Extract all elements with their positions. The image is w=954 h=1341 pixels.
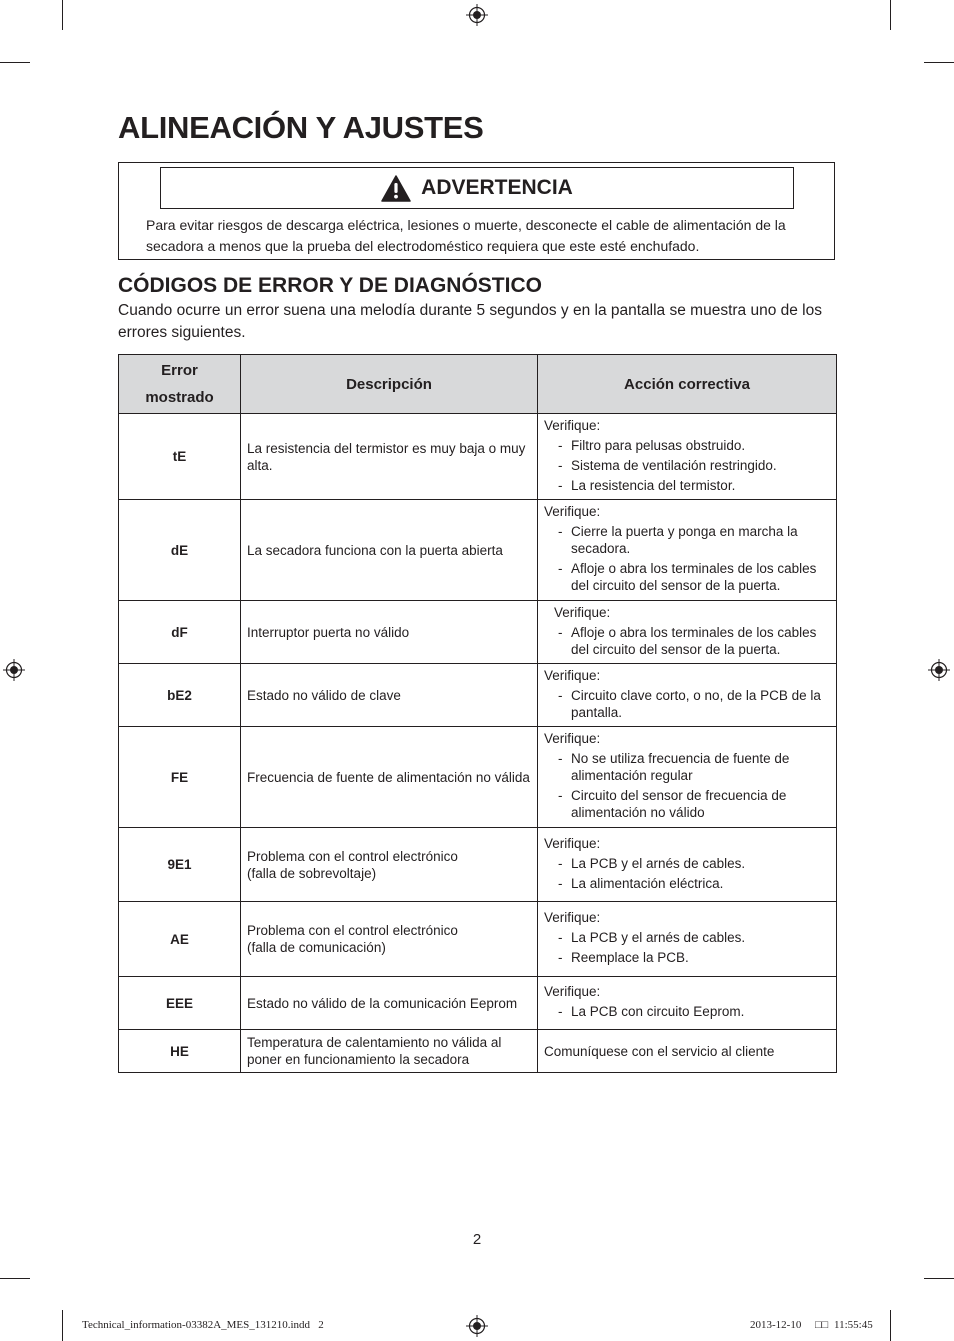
crop-mark <box>0 62 30 63</box>
header-error-line2: mostrado <box>145 389 214 406</box>
warning-text: Para evitar riesgos de descarga eléctrica, lesiones o muerte, desconecte el cable de alimentación de la secadora a menos que la prueba del electrodoméstico requiera que este esté enchufado. <box>146 217 786 254</box>
crop-mark <box>62 0 63 30</box>
header-action: Acción correctiva <box>538 355 837 414</box>
description-line: (falla de sobrevoltaje) <box>247 865 377 881</box>
corrective-action: Comuníquese con el servicio al cliente <box>538 1030 837 1073</box>
table-row <box>119 902 837 977</box>
list-item: - Circuito clave corto, o no, de la PCB de la pantalla. <box>554 687 830 721</box>
error-code: AE <box>119 902 241 977</box>
list-item: - La alimentación eléctrica. <box>554 875 830 892</box>
action-steps <box>544 437 830 494</box>
error-description <box>241 828 538 902</box>
action-steps <box>544 624 830 658</box>
header-error-code <box>119 355 241 414</box>
list-item: - Filtro para pelusas obstruido. <box>554 437 830 454</box>
error-code: EEE <box>119 977 241 1030</box>
action-heading: Verifique: <box>544 835 601 851</box>
table-row <box>119 727 837 828</box>
footer-file-name: Technical_information-03382A_MES_131210.indd 2 <box>82 1319 324 1331</box>
action-heading: Verifique: <box>544 731 601 746</box>
list-item: - Sistema de ventilación restringido. <box>554 457 830 474</box>
action-heading: Verifique: <box>554 604 611 620</box>
footer-garbled-text: □□ <box>815 1319 829 1331</box>
action-heading: Verifique: <box>544 667 601 683</box>
warning-title: ADVERTENCIA <box>421 176 573 199</box>
error-description: Estado no válido de clave <box>241 664 538 727</box>
table-row <box>119 828 837 902</box>
corrective-action <box>538 500 837 601</box>
list-item: - La PCB y el arnés de cables. <box>554 855 830 872</box>
list-item: - Afloje o abra los terminales de los cables del circuito del sensor de la puerta. <box>554 560 830 594</box>
header-error-line1: Error <box>161 362 198 379</box>
error-code: FE <box>119 727 241 828</box>
registration-mark-icon <box>466 4 488 26</box>
error-description: La secadora funciona con la puerta abierta <box>241 500 538 601</box>
page-title: ALINEACIÓN Y AJUSTES <box>118 110 484 145</box>
crop-mark <box>924 1278 954 1279</box>
table-row <box>119 977 837 1030</box>
action-steps <box>544 929 830 966</box>
action-steps <box>544 523 830 594</box>
list-item: - Circuito del sensor de frecuencia de alimentación no válido <box>554 787 830 821</box>
table-header-row <box>119 355 837 414</box>
list-item: - La PCB con circuito Eeprom. <box>554 1003 830 1020</box>
warning-triangle-icon <box>381 175 411 202</box>
list-item: - La PCB y el arnés de cables. <box>554 929 830 946</box>
crop-mark <box>62 1310 63 1341</box>
corrective-action <box>538 414 837 500</box>
header-description: Descripción <box>241 355 538 414</box>
list-item: - Afloje o abra los terminales de los cables del circuito del sensor de la puerta. <box>554 624 830 658</box>
warning-box <box>118 162 835 260</box>
action-heading: Verifique: <box>544 417 601 433</box>
error-description <box>241 902 538 977</box>
corrective-action <box>538 664 837 727</box>
crop-mark <box>0 1278 30 1279</box>
corrective-action <box>538 977 837 1030</box>
corrective-action <box>538 727 837 828</box>
error-code: dF <box>119 601 241 664</box>
error-description: Estado no válido de la comunicación Eeprom <box>241 977 538 1030</box>
error-description: Interruptor puerta no válido <box>241 601 538 664</box>
crop-mark <box>890 0 891 30</box>
list-item: - Reemplace la PCB. <box>554 949 830 966</box>
table-row <box>119 601 837 664</box>
error-code: 9E1 <box>119 828 241 902</box>
table-row <box>119 414 837 500</box>
description-line: Problema con el control electrónico <box>247 923 458 938</box>
corrective-action <box>538 828 837 902</box>
corrective-action <box>538 902 837 977</box>
table-row <box>119 1030 837 1073</box>
crop-mark <box>890 1310 891 1341</box>
description-line: (falla de comunicación) <box>247 940 386 955</box>
action-steps <box>544 687 830 721</box>
list-item: - No se utiliza frecuencia de fuente de alimentación regular <box>554 750 830 784</box>
table-row <box>119 664 837 727</box>
corrective-action <box>538 601 837 664</box>
registration-mark-icon <box>3 659 25 681</box>
warning-header <box>160 167 794 209</box>
error-description: Temperatura de calentamiento no válida al poner en funcionamiento la secadora <box>241 1030 538 1073</box>
description-line: Problema con el control electrónico <box>247 848 458 864</box>
error-code-table <box>118 354 837 1073</box>
error-description: Frecuencia de fuente de alimentación no válida <box>241 727 538 828</box>
error-code: HE <box>119 1030 241 1073</box>
list-item: - Cierre la puerta y ponga en marcha la secadora. <box>554 523 830 557</box>
registration-mark-icon <box>928 659 950 681</box>
action-heading: Verifique: <box>544 504 601 519</box>
error-description: La resistencia del termistor es muy baja o muy alta. <box>241 414 538 500</box>
table-row <box>119 500 837 601</box>
page-number: 2 <box>472 1231 482 1248</box>
error-code: bE2 <box>119 664 241 727</box>
action-steps <box>544 750 830 821</box>
action-heading: Verifique: <box>544 910 601 925</box>
list-item: - La resistencia del termistor. <box>554 477 830 494</box>
action-heading: Verifique: <box>544 984 601 999</box>
crop-mark <box>924 62 954 63</box>
section-intro: Cuando ocurre un error suena una melodía durante 5 segundos y en la pantalla se muestra uno de los errores siguientes. <box>118 302 822 341</box>
footer-date: 2013-12-10 <box>750 1319 802 1331</box>
error-code: tE <box>119 414 241 500</box>
footer-time: 11:55:45 <box>834 1319 873 1331</box>
registration-mark-icon <box>466 1315 488 1337</box>
action-steps <box>544 1003 830 1020</box>
section-title: CÓDIGOS DE ERROR Y DE DIAGNÓSTICO <box>118 274 542 297</box>
error-code: dE <box>119 500 241 601</box>
action-steps <box>544 855 830 892</box>
